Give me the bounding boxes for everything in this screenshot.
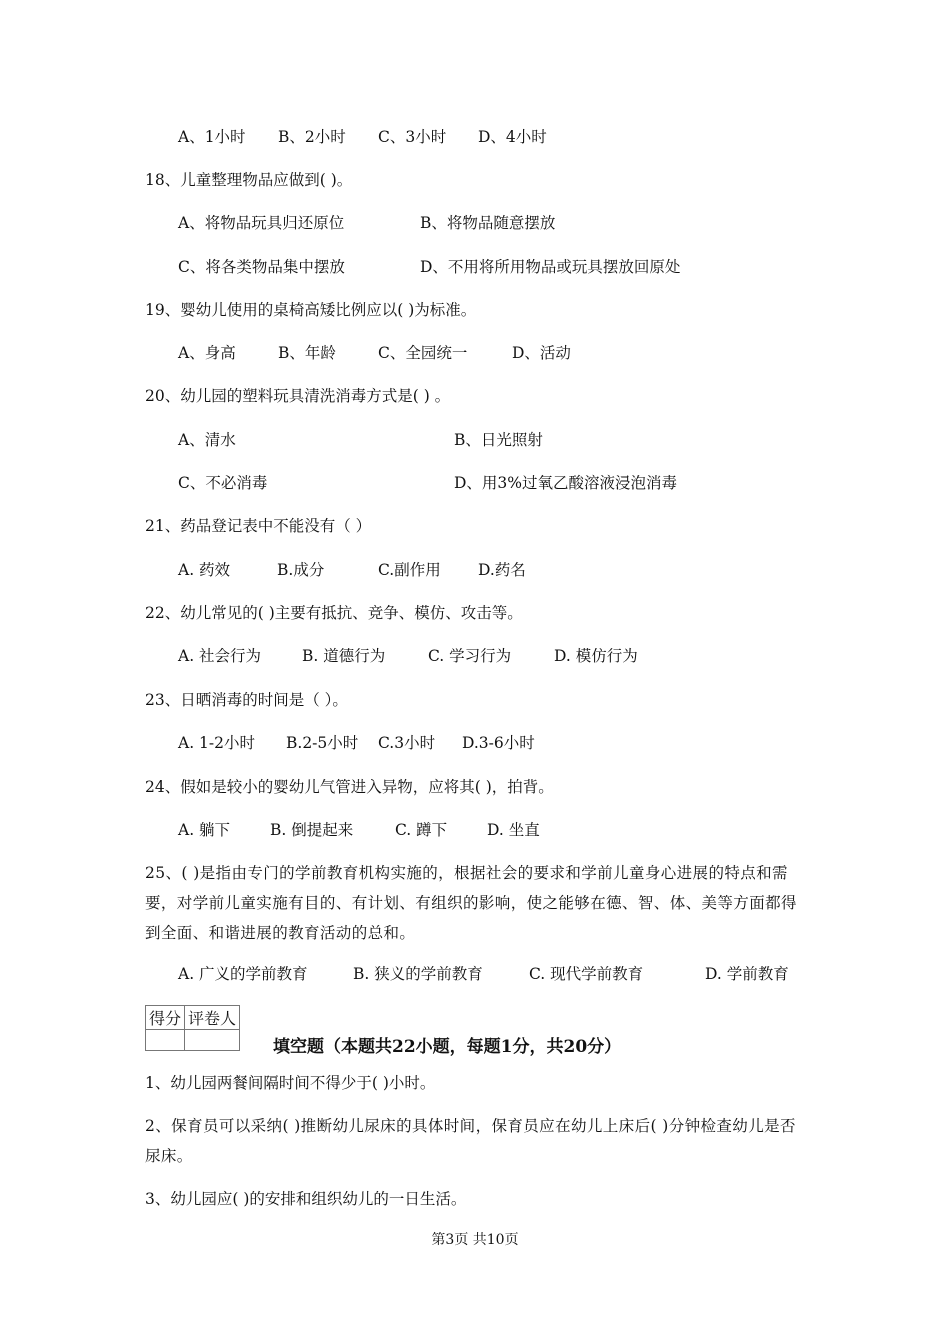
q18-option-d: D、不用将所用物品或玩具摆放回原处 [420,258,681,276]
q22-option-d: D. 模仿行为 [554,647,638,665]
q18-option-b: B、将物品随意摆放 [420,214,556,232]
q25-option-a: A. 广义的学前教育 [178,965,308,983]
fill-question-3: 3、幼儿园应( )的安排和组织幼儿的一日生活。 [145,1190,467,1208]
section-title: 填空题（本题共22小题，每题1分，共20分） [273,1037,622,1057]
q21-option-a: A. 药效 [178,561,231,579]
q22-option-b: B. 道德行为 [302,647,386,665]
q23-option-a: A. 1-2小时 [178,734,256,752]
q17-option-a: A、1小时 [178,128,246,146]
q25-option-c: C. 现代学前教育 [529,965,644,983]
q18-option-c: C、将各类物品集中摆放 [178,258,345,276]
q24-option-b: B. 倒提起来 [270,821,354,839]
q23-stem: 23、日晒消毒的时间是（ ）。 [145,691,348,709]
q21-option-d: D.药名 [478,561,526,579]
q19-stem: 19、婴幼儿使用的桌椅高矮比例应以( )为标准。 [145,301,477,319]
q18-option-a: A、将物品玩具归还原位 [178,214,345,232]
q17-option-b: B、2小时 [278,128,346,146]
grader-header: 评卷人 [185,1006,240,1030]
q21-option-c: C.副作用 [378,561,441,579]
q24-option-d: D. 坐直 [487,821,540,839]
q20-option-d: D、用3%过氧乙酸溶液浸泡消毒 [454,474,678,492]
q19-option-b: B、年龄 [278,344,336,362]
score-table [145,1005,240,1051]
q24-option-a: A. 躺下 [178,821,231,839]
q25-stem: 25、( )是指由专门的学前教育机构实施的，根据社会的要求和学前儿童身心进展的特点和需要，对学前儿童实施有目的、有计划、有组织的影响，使之能够在德、智、体、美等方面都得到全面、和谐进展的教育活动的总和。 [145,864,797,942]
q20-option-c: C、不必消毒 [178,474,268,492]
q19-option-d: D、活动 [512,344,571,362]
q22-option-c: C. 学习行为 [428,647,512,665]
q23-option-c: C.3小时 [378,734,436,752]
q20-option-a: A、清水 [178,431,236,449]
q20-stem: 20、幼儿园的塑料玩具清洗消毒方式是( ) 。 [145,387,451,405]
q19-option-a: A、身高 [178,344,236,362]
q24-stem: 24、假如是较小的婴幼儿气管进入异物，应将其( )，拍背。 [145,778,554,796]
q24-option-c: C. 蹲下 [395,821,448,839]
fill-question-2: 2、保育员可以采纳( )推断幼儿尿床的具体时间，保育员应在幼儿上床后( )分钟检查幼儿是否尿床。 [145,1117,796,1165]
q18-stem: 18、儿童整理物品应做到( )。 [145,171,353,189]
page-footer: 第3页 共10页 [431,1232,519,1248]
q22-stem: 22、幼儿常见的( )主要有抵抗、竞争、模仿、攻击等。 [145,604,523,622]
q25-option-b: B. 狭义的学前教育 [353,965,483,983]
q17-option-d: D、4小时 [478,128,547,146]
fill-question-1: 1、幼儿园两餐间隔时间不得少于( )小时。 [145,1074,436,1092]
score-header: 得分 [146,1006,185,1030]
grader-cell[interactable] [185,1030,240,1051]
q23-option-b: B.2-5小时 [286,734,359,752]
q17-option-c: C、3小时 [378,128,447,146]
q25-option-d: D. 学前教育 [705,965,789,983]
q19-option-c: C、全园统一 [378,344,468,362]
q23-option-d: D.3-6小时 [462,734,535,752]
q20-option-b: B、日光照射 [454,431,543,449]
q22-option-a: A. 社会行为 [178,647,262,665]
q21-option-b: B.成分 [277,561,325,579]
q21-stem: 21、药品登记表中不能没有（ ） [145,517,372,535]
score-cell[interactable] [146,1030,185,1051]
